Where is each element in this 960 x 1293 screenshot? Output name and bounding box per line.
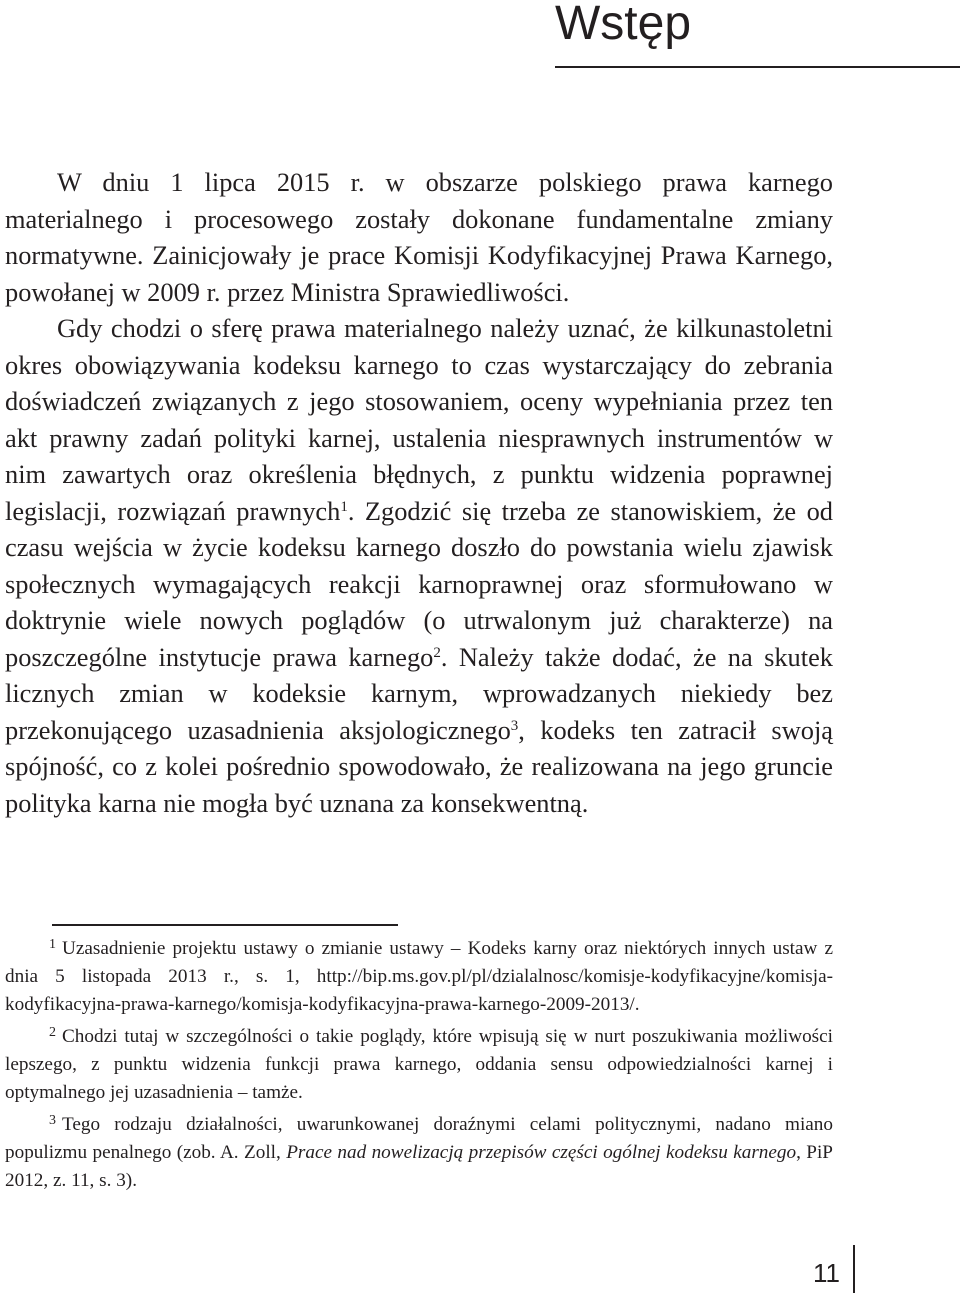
footnote-2 [5,1023,833,1107]
footnotes [5,935,833,1199]
page-number: 11 [813,1258,840,1288]
footnote-1 [5,935,833,1019]
footer-rule [853,1245,855,1293]
paragraph-1: W dniu 1 lipca 2015 r. w obszarze polskiego prawa karnego materialnego i procesowego zostały dokonane fundamentalne zmiany normatywne. Zainicjowały je prace Komisji Kodyfikacyjnej Prawa Karnego, powołanej w 2009 r. przez Ministra Sprawiedliwości. [5,167,833,307]
footnote-number: 3 [49,1113,56,1128]
footnote-text: Tego rodzaju działalności, uwarunkowanej doraźnymi celami politycznymi, nadano miano populizmu penalnego (zob. A. Zoll, [5,1114,833,1163]
footnote-ref-2: 2 [433,644,441,661]
footnote-text: Uzasadnienie projektu ustawy o zmianie ustawy – Kodeks karny oraz niektórych innych ustaw z dnia 5 listopada 2013 r., s. 1, http://bip.ms.gov.pl/pl/dzialalnosc/komisje-kodyfikacyjne/komisja-kodyfikacyjna-prawa-karnego/komisja-kodyfikacyjna-prawa-karnego-2009-2013/. [5,938,833,1015]
paragraph-2 [5,310,833,821]
paragraph-2-segment: . Należy także dodać, że na skutek licznych zmian w kodeksie karnym, wprowadzanych niekiedy bez przekonującego uzasadnienia aksjologicznego [5,641,833,745]
footnote-number: 1 [49,937,56,952]
footnote-citation-title: Prace nad nowelizacją przepisów części ogólnej kodeksu karnego [286,1142,797,1163]
chapter-title: Wstęp [555,0,692,50]
footnote-3 [5,1111,833,1195]
footnote-ref-3: 3 [510,717,519,734]
main-text [5,164,833,821]
footnote-text: , PiP 2012, z. 11, s. 3). [5,1142,833,1191]
footnote-text: Chodzi tutaj w szczególności o takie poglądy, które wpisują się w nurt poszukiwania możliwości lepszego, z punktu widzenia funkcji prawa karnego, oddania sensu odpowiedzialności karnej i optymalnego jej uzasadnienia – tamże. [5,1026,833,1103]
paragraph-2-segment: . Zgodzić się trzeba ze stanowiskiem, że od czasu wejścia w życie kodeksu karnego doszło do powstania wielu zjawisk społecznych wymagających reakcji karnoprawnej oraz sformułowano w doktrynie wiele nowych poglądów (o utrwalonym już charakterze) na poszczególne instytucje prawa karnego [5,495,833,672]
footnote-separator [52,924,398,926]
footnote-number: 2 [49,1025,56,1040]
paragraph-2-segment: , kodeks ten zatracił swoją spójność, co z kolei pośrednio spowodowało, że realizowana na jego gruncie polityka karna nie mogła być uznana za konsekwentną. [5,714,833,818]
header-rule [555,66,960,68]
paragraph-2-segment: Gdy chodzi o sferę prawa materialnego należy uznać, że kilkunastoletni okres obowiązywania kodeksu karnego to czas wystarczający do zebrania doświadczeń związanych z jego stosowaniem, oceny wypełniania przez ten akt prawny zadań polityki karnej, ustalenia niesprawnych instrumentów w nim zawartych oraz określenia błędnych, z punktu widzenia poprawnej legislacji, rozwiązań prawnych [5,313,833,526]
footnote-ref-1: 1 [340,498,348,515]
